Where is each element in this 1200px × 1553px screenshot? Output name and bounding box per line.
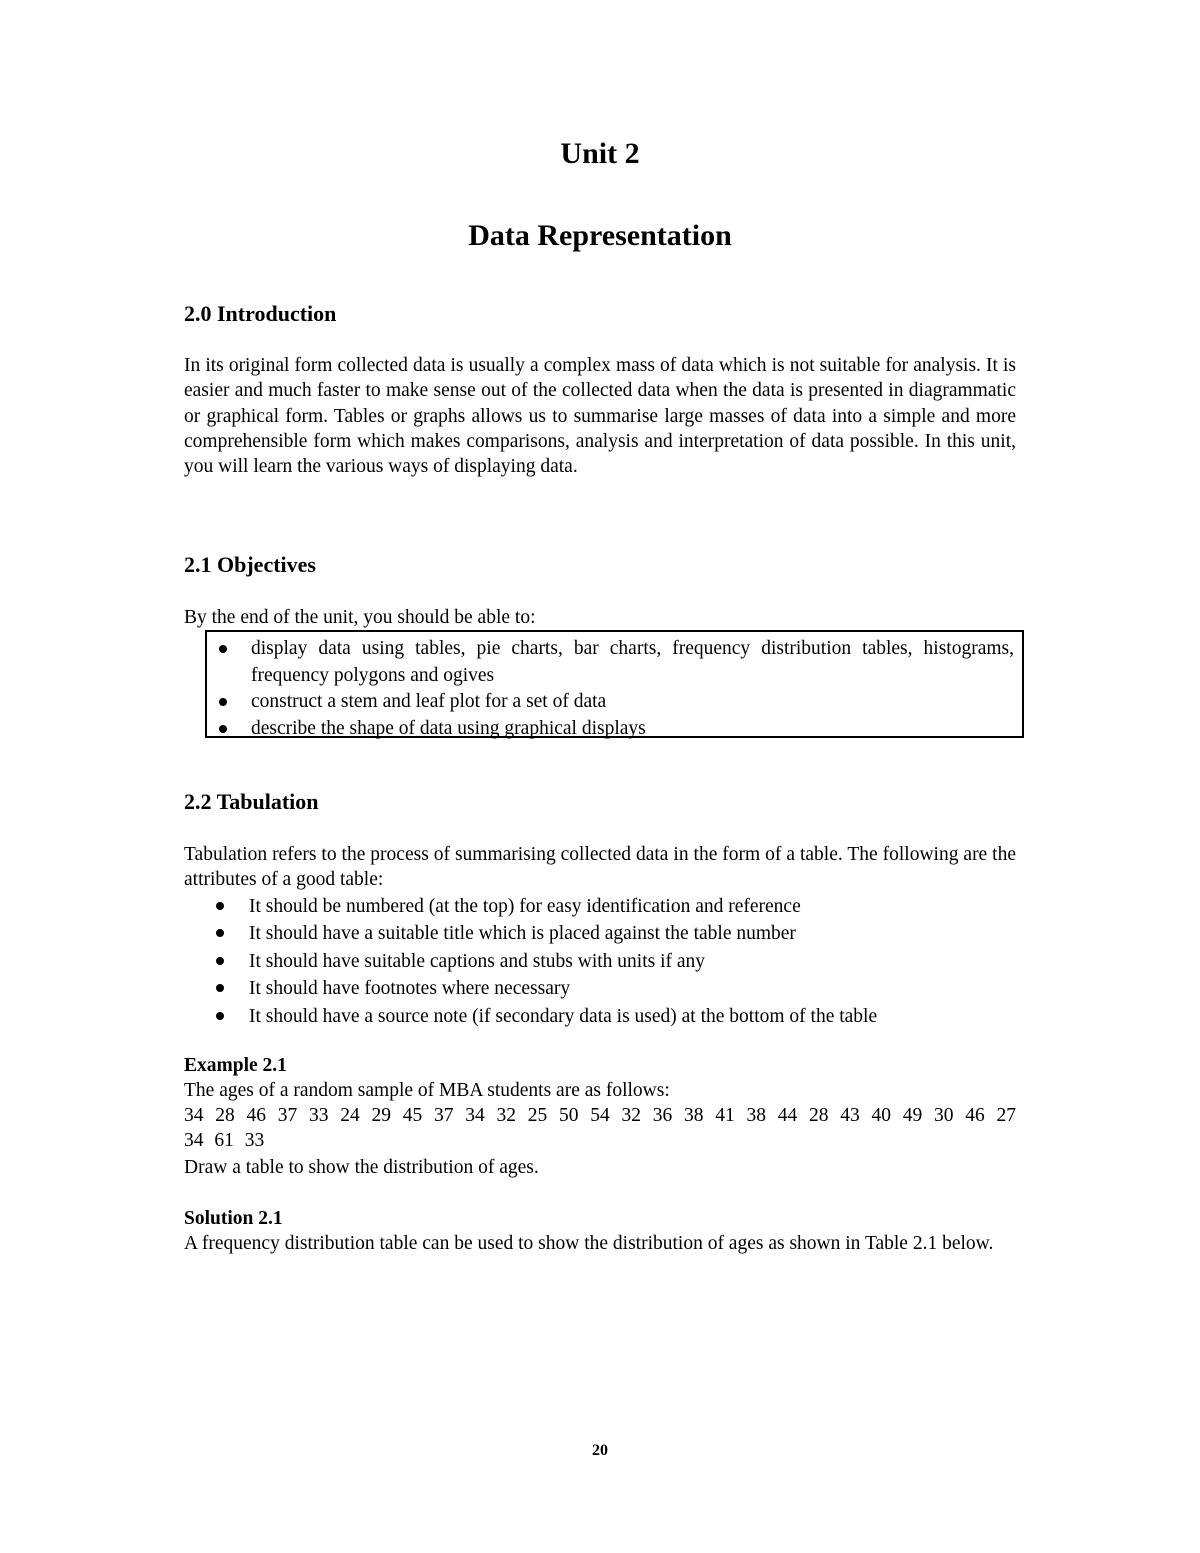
objective-text: describe the shape of data using graphical displays — [251, 717, 646, 739]
example-intro: The ages of a random sample of MBA students are as follows: — [184, 1080, 670, 1101]
introduction-paragraph: In its original form collected data is usually a complex mass of data which is not suitable for analysis. It is easier and much faster to make sense out of the collected data when the data is presented in diagrammatic or graphical form. Tables or graphs allows us to summarise large masses of data into a simple and more comprehensible form which makes comparisons, analysis and interpretation of data possible. In this unit, you will learn the various ways of displaying data. — [184, 355, 1016, 478]
list-item — [217, 636, 1014, 689]
table-attributes-list — [214, 893, 1014, 1030]
chapter-title: Data Representation — [468, 219, 732, 252]
list-item — [214, 1003, 1014, 1030]
list-item — [214, 948, 1014, 975]
objective-text: construct a stem and leaf plot for a set of data — [251, 691, 607, 712]
bullet-icon — [219, 698, 227, 706]
unit-title: Unit 2 — [560, 137, 640, 170]
solution-label: Solution 2.1 — [184, 1208, 283, 1229]
tabulation-paragraph: Tabulation refers to the process of summarising collected data in the form of a table. The following are the attributes of a good table: — [184, 844, 1016, 891]
attribute-text: It should have a suitable title which is placed against the table number — [249, 923, 796, 945]
solution-paragraph: A frequency distribution table can be used to show the distribution of ages as shown in Table 2.1 below. — [184, 1233, 994, 1254]
bullet-icon — [219, 645, 227, 653]
attribute-text: It should have footnotes where necessary — [249, 978, 571, 1000]
bullet-icon — [216, 902, 224, 910]
list-item — [214, 920, 1014, 947]
tabulation-heading: 2.2 Tabulation — [184, 789, 319, 814]
example-label: Example 2.1 — [184, 1055, 287, 1076]
bullet-icon — [216, 929, 224, 937]
attribute-text: It should have a source note (if secondary data is used) at the bottom of the table — [249, 1005, 878, 1027]
attribute-text: It should have suitable captions and stubs with units if any — [249, 950, 706, 972]
list-item — [217, 716, 1014, 743]
objectives-lead: By the end of the unit, you should be able to: — [184, 607, 536, 628]
objectives-box — [205, 630, 1024, 738]
bullet-icon — [216, 1012, 224, 1020]
bullet-icon — [219, 725, 227, 733]
page-number: 20 — [592, 1442, 608, 1459]
objectives-heading: 2.1 Objectives — [184, 552, 316, 577]
list-item — [214, 893, 1014, 920]
bullet-icon — [216, 984, 224, 992]
list-item — [214, 975, 1014, 1002]
bullet-icon — [216, 957, 224, 965]
objectives-list — [217, 636, 1014, 742]
attribute-text: It should be numbered (at the top) for easy identification and reference — [249, 896, 801, 917]
list-item — [217, 689, 1014, 716]
objective-text: display data using tables, pie charts, bar charts, frequency distribution tables, histograms, frequency polygons and ogives — [251, 638, 1014, 686]
example-task: Draw a table to show the distribution of ages. — [184, 1157, 539, 1178]
introduction-heading: 2.0 Introduction — [184, 301, 337, 326]
ages-data: 34 28 46 37 33 24 29 45 37 34 32 25 50 54 32 36 38 41 38 44 28 43 40 49 30 46 27 34 61 33 — [184, 1105, 1016, 1152]
